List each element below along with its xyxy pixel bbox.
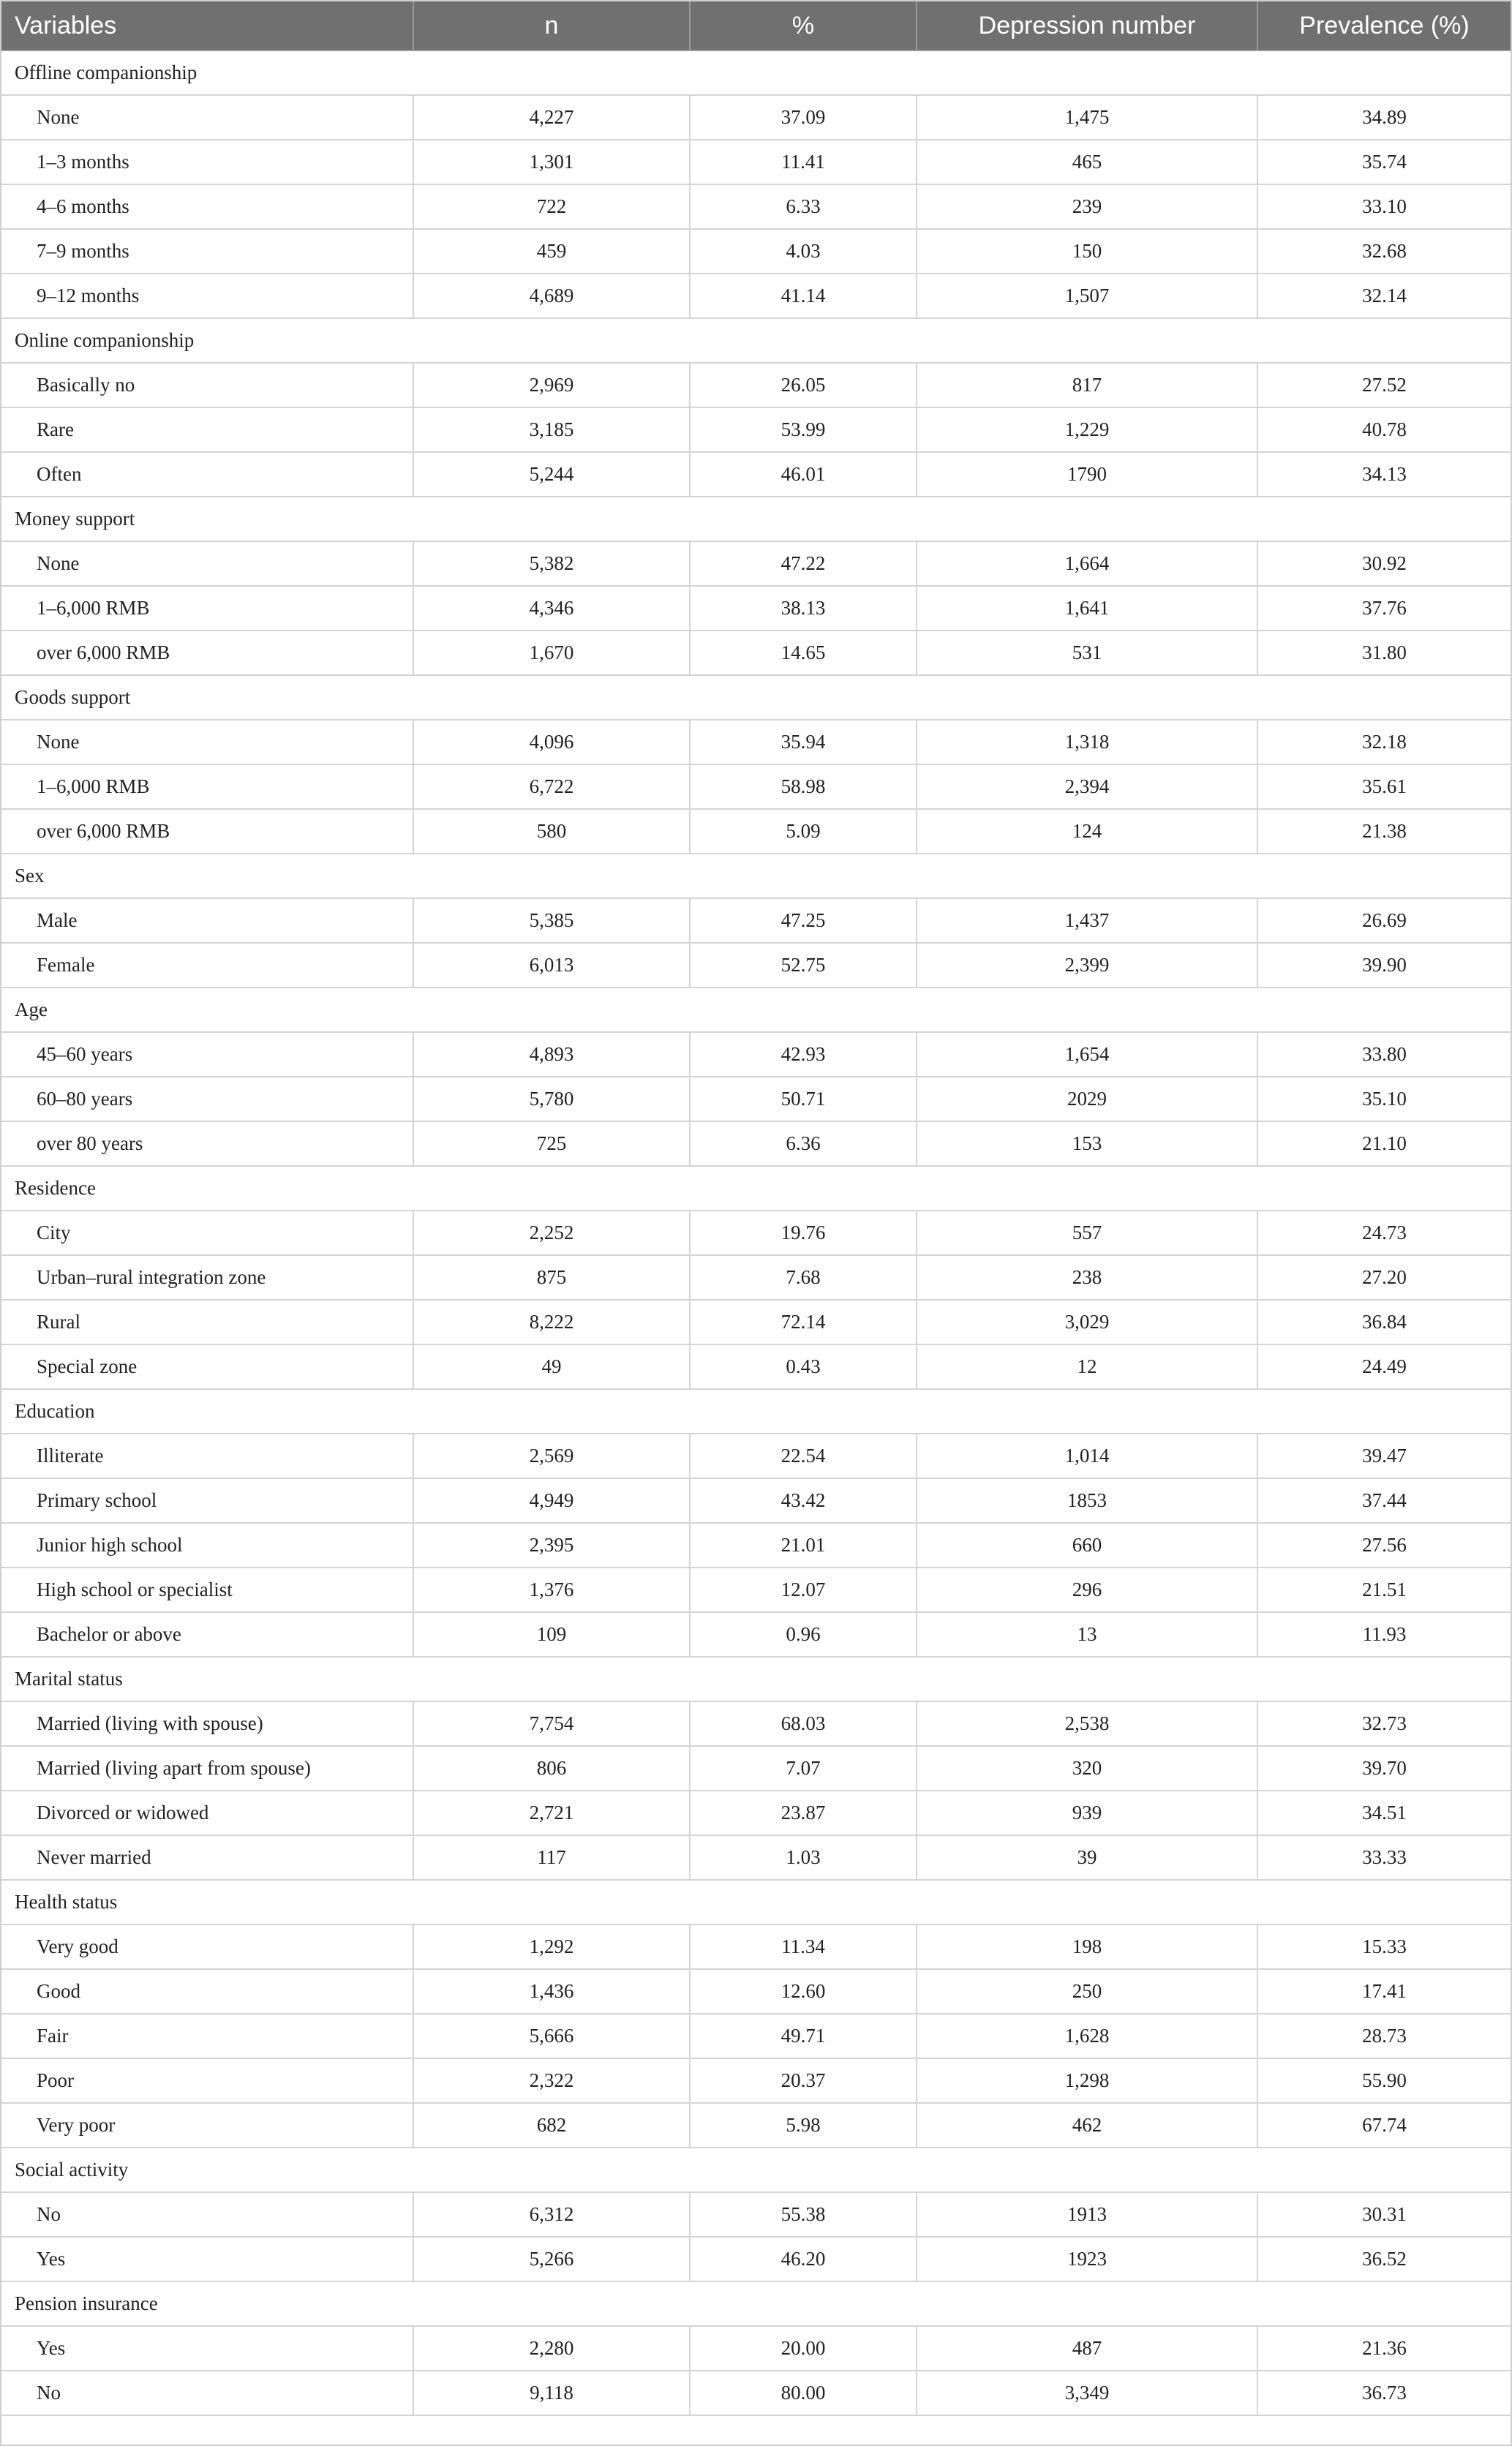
cell-n: 8,222 <box>413 1300 690 1344</box>
cell-n: 1,670 <box>413 631 690 675</box>
cell-prevalence: 17.41 <box>1257 1969 1511 2014</box>
cell-depression-number: 296 <box>917 1568 1257 1612</box>
cell-n: 722 <box>413 184 690 229</box>
cell-n: 4,893 <box>413 1032 690 1077</box>
cell-percent: 41.14 <box>690 274 917 318</box>
table-row <box>1 2103 1511 2148</box>
cell-percent: 6.33 <box>690 184 917 229</box>
cell-variable: Bachelor or above <box>1 1612 413 1657</box>
cell-variable: 45–60 years <box>1 1032 413 1077</box>
table-row <box>1 1568 1511 1612</box>
cell-variable: Divorced or widowed <box>1 1791 413 1835</box>
cell-depression-number: 465 <box>917 140 1257 184</box>
group-title: Sex <box>1 854 1511 898</box>
cell-variable: 7–9 months <box>1 229 413 274</box>
cell-percent: 50.71 <box>690 1077 917 1121</box>
cell-prevalence: 24.49 <box>1257 1344 1511 1389</box>
table-row <box>1 1746 1511 1791</box>
cell-prevalence: 37.44 <box>1257 1478 1511 1523</box>
group-row <box>1 497 1511 541</box>
cell-variable: Rural <box>1 1300 413 1344</box>
cell-depression-number: 1,298 <box>917 2058 1257 2103</box>
group-title: Education <box>1 1389 1511 1434</box>
cell-prevalence: 24.73 <box>1257 1211 1511 1255</box>
table-row <box>1 2058 1511 2103</box>
cell-percent: 43.42 <box>690 1478 917 1523</box>
group-title: Online companionship <box>1 318 1511 363</box>
group-row <box>1 1657 1511 1701</box>
cell-depression-number: 2,538 <box>917 1701 1257 1746</box>
cell-percent: 12.07 <box>690 1568 917 1612</box>
cell-percent: 22.54 <box>690 1434 917 1478</box>
cell-variable: Female <box>1 943 413 987</box>
cell-depression-number: 153 <box>917 1121 1257 1166</box>
cell-prevalence: 11.93 <box>1257 1612 1511 1657</box>
cell-depression-number: 39 <box>917 1835 1257 1880</box>
cell-prevalence: 33.10 <box>1257 184 1511 229</box>
data-table <box>1 1 1511 2416</box>
cell-percent: 47.25 <box>690 898 917 943</box>
cell-n: 3,185 <box>413 407 690 452</box>
cell-n: 2,395 <box>413 1523 690 1568</box>
cell-depression-number: 1,475 <box>917 95 1257 140</box>
cell-depression-number: 2,399 <box>917 943 1257 987</box>
table-row <box>1 1969 1511 2014</box>
cell-variable: None <box>1 95 413 140</box>
cell-percent: 4.03 <box>690 229 917 274</box>
cell-n: 6,722 <box>413 764 690 809</box>
cell-variable: Primary school <box>1 1478 413 1523</box>
cell-variable: City <box>1 1211 413 1255</box>
cell-variable: High school or specialist <box>1 1568 413 1612</box>
group-title: Marital status <box>1 1657 1511 1701</box>
cell-variable: Male <box>1 898 413 943</box>
cell-prevalence: 39.90 <box>1257 943 1511 987</box>
cell-percent: 19.76 <box>690 1211 917 1255</box>
cell-n: 5,382 <box>413 541 690 586</box>
group-row <box>1 1389 1511 1434</box>
cell-percent: 80.00 <box>690 2371 917 2415</box>
cell-percent: 35.94 <box>690 720 917 764</box>
table-row <box>1 943 1511 987</box>
table-row <box>1 1211 1511 1255</box>
table-row <box>1 2014 1511 2058</box>
cell-depression-number: 238 <box>917 1255 1257 1300</box>
cell-prevalence: 21.51 <box>1257 1568 1511 1612</box>
table-row <box>1 407 1511 452</box>
table-row <box>1 1523 1511 1568</box>
cell-variable: Basically no <box>1 363 413 407</box>
table-row <box>1 1032 1511 1077</box>
cell-prevalence: 31.80 <box>1257 631 1511 675</box>
cell-n: 49 <box>413 1344 690 1389</box>
group-row <box>1 318 1511 363</box>
cell-n: 682 <box>413 2103 690 2148</box>
cell-percent: 55.38 <box>690 2192 917 2237</box>
cell-depression-number: 150 <box>917 229 1257 274</box>
table-row <box>1 140 1511 184</box>
table-row <box>1 1612 1511 1657</box>
table-row <box>1 363 1511 407</box>
table-row <box>1 1121 1511 1166</box>
cell-variable: Fair <box>1 2014 413 2058</box>
group-title: Goods support <box>1 675 1511 720</box>
table-row <box>1 1255 1511 1300</box>
cell-prevalence: 35.74 <box>1257 140 1511 184</box>
cell-percent: 0.96 <box>690 1612 917 1657</box>
cell-variable: Married (living apart from spouse) <box>1 1746 413 1791</box>
table-row <box>1 809 1511 854</box>
cell-variable: Very poor <box>1 2103 413 2148</box>
cell-prevalence: 21.36 <box>1257 2326 1511 2371</box>
cell-n: 9,118 <box>413 2371 690 2415</box>
cell-prevalence: 35.61 <box>1257 764 1511 809</box>
cell-prevalence: 36.84 <box>1257 1300 1511 1344</box>
cell-depression-number: 320 <box>917 1746 1257 1791</box>
table-row <box>1 1924 1511 1969</box>
table-row <box>1 274 1511 318</box>
cell-percent: 6.36 <box>690 1121 917 1166</box>
cell-n: 2,322 <box>413 2058 690 2103</box>
cell-percent: 20.00 <box>690 2326 917 2371</box>
table-row <box>1 631 1511 675</box>
cell-depression-number: 2,394 <box>917 764 1257 809</box>
cell-prevalence: 32.68 <box>1257 229 1511 274</box>
cell-percent: 46.20 <box>690 2237 917 2281</box>
cell-variable: 60–80 years <box>1 1077 413 1121</box>
cell-depression-number: 487 <box>917 2326 1257 2371</box>
cell-depression-number: 2029 <box>917 1077 1257 1121</box>
table-row <box>1 541 1511 586</box>
cell-percent: 68.03 <box>690 1701 917 1746</box>
cell-variable: No <box>1 2192 413 2237</box>
cell-prevalence: 35.10 <box>1257 1077 1511 1121</box>
group-row <box>1 50 1511 95</box>
cell-n: 1,292 <box>413 1924 690 1969</box>
cell-n: 2,721 <box>413 1791 690 1835</box>
cell-variable: Yes <box>1 2237 413 2281</box>
group-title: Social activity <box>1 2148 1511 2192</box>
cell-prevalence: 39.70 <box>1257 1746 1511 1791</box>
cell-prevalence: 32.73 <box>1257 1701 1511 1746</box>
cell-prevalence: 27.56 <box>1257 1523 1511 1568</box>
cell-depression-number: 939 <box>917 1791 1257 1835</box>
cell-percent: 11.34 <box>690 1924 917 1969</box>
cell-depression-number: 1,437 <box>917 898 1257 943</box>
group-title: Offline companionship <box>1 50 1511 95</box>
header-depression-number: Depression number <box>917 1 1257 50</box>
cell-percent: 1.03 <box>690 1835 917 1880</box>
cell-variable: None <box>1 720 413 764</box>
table-row <box>1 452 1511 497</box>
cell-depression-number: 3,349 <box>917 2371 1257 2415</box>
group-row <box>1 675 1511 720</box>
group-row <box>1 987 1511 1032</box>
cell-n: 2,569 <box>413 1434 690 1478</box>
cell-prevalence: 40.78 <box>1257 407 1511 452</box>
cell-variable: over 80 years <box>1 1121 413 1166</box>
cell-prevalence: 21.10 <box>1257 1121 1511 1166</box>
cell-depression-number: 250 <box>917 1969 1257 2014</box>
cell-variable: 1–6,000 RMB <box>1 586 413 631</box>
cell-depression-number: 1,628 <box>917 2014 1257 2058</box>
cell-n: 725 <box>413 1121 690 1166</box>
cell-prevalence: 39.47 <box>1257 1434 1511 1478</box>
cell-n: 4,346 <box>413 586 690 631</box>
cell-depression-number: 1,229 <box>917 407 1257 452</box>
cell-percent: 7.07 <box>690 1746 917 1791</box>
cell-n: 875 <box>413 1255 690 1300</box>
cell-prevalence: 30.92 <box>1257 541 1511 586</box>
cell-prevalence: 28.73 <box>1257 2014 1511 2058</box>
cell-n: 5,666 <box>413 2014 690 2058</box>
cell-percent: 46.01 <box>690 452 917 497</box>
cell-prevalence: 37.76 <box>1257 586 1511 631</box>
cell-n: 1,301 <box>413 140 690 184</box>
cell-depression-number: 1913 <box>917 2192 1257 2237</box>
cell-depression-number: 817 <box>917 363 1257 407</box>
cell-depression-number: 13 <box>917 1612 1257 1657</box>
cell-depression-number: 12 <box>917 1344 1257 1389</box>
cell-n: 459 <box>413 229 690 274</box>
cell-variable: Often <box>1 452 413 497</box>
cell-variable: Never married <box>1 1835 413 1880</box>
table-row <box>1 898 1511 943</box>
table-row <box>1 1077 1511 1121</box>
table-row <box>1 95 1511 140</box>
cell-depression-number: 531 <box>917 631 1257 675</box>
cell-n: 5,385 <box>413 898 690 943</box>
cell-prevalence: 34.51 <box>1257 1791 1511 1835</box>
cell-n: 6,013 <box>413 943 690 987</box>
group-title: Pension insurance <box>1 2281 1511 2326</box>
cell-percent: 5.09 <box>690 809 917 854</box>
cell-percent: 5.98 <box>690 2103 917 2148</box>
cell-n: 4,096 <box>413 720 690 764</box>
table-header <box>1 1 1511 50</box>
cell-percent: 21.01 <box>690 1523 917 1568</box>
cell-n: 5,780 <box>413 1077 690 1121</box>
cell-variable: Married (living with spouse) <box>1 1701 413 1746</box>
cell-n: 6,312 <box>413 2192 690 2237</box>
cell-n: 4,949 <box>413 1478 690 1523</box>
cell-variable: 4–6 months <box>1 184 413 229</box>
cell-percent: 49.71 <box>690 2014 917 2058</box>
cell-variable: 1–6,000 RMB <box>1 764 413 809</box>
cell-depression-number: 1,507 <box>917 274 1257 318</box>
cell-depression-number: 239 <box>917 184 1257 229</box>
group-row <box>1 2281 1511 2326</box>
group-title: Residence <box>1 1166 1511 1211</box>
table-row <box>1 1344 1511 1389</box>
cell-n: 109 <box>413 1612 690 1657</box>
cell-variable: Special zone <box>1 1344 413 1389</box>
cell-percent: 38.13 <box>690 586 917 631</box>
cell-percent: 58.98 <box>690 764 917 809</box>
cell-variable: 1–3 months <box>1 140 413 184</box>
cell-prevalence: 30.31 <box>1257 2192 1511 2237</box>
cell-n: 4,227 <box>413 95 690 140</box>
cell-n: 2,252 <box>413 1211 690 1255</box>
table-row <box>1 184 1511 229</box>
cell-prevalence: 32.18 <box>1257 720 1511 764</box>
header-n: n <box>413 1 690 50</box>
header-percent: % <box>690 1 917 50</box>
cell-percent: 37.09 <box>690 95 917 140</box>
cell-prevalence: 15.33 <box>1257 1924 1511 1969</box>
cell-depression-number: 1790 <box>917 452 1257 497</box>
table-row <box>1 2326 1511 2371</box>
group-row <box>1 1166 1511 1211</box>
cell-variable: Poor <box>1 2058 413 2103</box>
cell-variable: Junior high school <box>1 1523 413 1568</box>
group-title: Money support <box>1 497 1511 541</box>
table-row <box>1 2237 1511 2281</box>
cell-n: 1,436 <box>413 1969 690 2014</box>
cell-prevalence: 36.52 <box>1257 2237 1511 2281</box>
cell-variable: No <box>1 2371 413 2415</box>
table-row <box>1 720 1511 764</box>
cell-prevalence: 27.52 <box>1257 363 1511 407</box>
cell-percent: 20.37 <box>690 2058 917 2103</box>
cell-depression-number: 557 <box>917 1211 1257 1255</box>
table-row <box>1 2192 1511 2237</box>
group-row <box>1 1880 1511 1924</box>
cell-variable: 9–12 months <box>1 274 413 318</box>
cell-percent: 23.87 <box>690 1791 917 1835</box>
table-body <box>1 50 1511 2415</box>
cell-variable: Good <box>1 1969 413 2014</box>
header-prevalence: Prevalence (%) <box>1257 1 1511 50</box>
table-row <box>1 229 1511 274</box>
table-row <box>1 1791 1511 1835</box>
cell-depression-number: 1,014 <box>917 1434 1257 1478</box>
cell-percent: 53.99 <box>690 407 917 452</box>
cell-prevalence: 67.74 <box>1257 2103 1511 2148</box>
cell-depression-number: 1,654 <box>917 1032 1257 1077</box>
table-row <box>1 1701 1511 1746</box>
cell-n: 5,244 <box>413 452 690 497</box>
cell-n: 117 <box>413 1835 690 1880</box>
cell-prevalence: 55.90 <box>1257 2058 1511 2103</box>
cell-variable: Very good <box>1 1924 413 1969</box>
cell-depression-number: 1923 <box>917 2237 1257 2281</box>
cell-depression-number: 124 <box>917 809 1257 854</box>
cell-variable: Rare <box>1 407 413 452</box>
cell-variable: Urban–rural integration zone <box>1 1255 413 1300</box>
cell-variable: over 6,000 RMB <box>1 631 413 675</box>
table-row <box>1 1478 1511 1523</box>
cell-n: 7,754 <box>413 1701 690 1746</box>
cell-variable: Yes <box>1 2326 413 2371</box>
cell-percent: 11.41 <box>690 140 917 184</box>
cell-percent: 7.68 <box>690 1255 917 1300</box>
table-row <box>1 2371 1511 2415</box>
cell-depression-number: 1,641 <box>917 586 1257 631</box>
cell-depression-number: 3,029 <box>917 1300 1257 1344</box>
cell-variable: Illiterate <box>1 1434 413 1478</box>
cell-n: 4,689 <box>413 274 690 318</box>
group-row <box>1 2148 1511 2192</box>
group-title: Health status <box>1 1880 1511 1924</box>
cell-prevalence: 27.20 <box>1257 1255 1511 1300</box>
cell-n: 2,969 <box>413 363 690 407</box>
cell-depression-number: 1853 <box>917 1478 1257 1523</box>
cell-prevalence: 26.69 <box>1257 898 1511 943</box>
cell-n: 2,280 <box>413 2326 690 2371</box>
cell-prevalence: 36.73 <box>1257 2371 1511 2415</box>
cell-percent: 52.75 <box>690 943 917 987</box>
cell-depression-number: 660 <box>917 1523 1257 1568</box>
header-variables: Variables <box>1 1 413 50</box>
header-row <box>1 1 1511 50</box>
cell-n: 1,376 <box>413 1568 690 1612</box>
table-row <box>1 1300 1511 1344</box>
cell-percent: 0.43 <box>690 1344 917 1389</box>
group-row <box>1 854 1511 898</box>
table-row <box>1 1434 1511 1478</box>
data-table-container <box>1 1 1511 2416</box>
cell-percent: 14.65 <box>690 631 917 675</box>
cell-percent: 12.60 <box>690 1969 917 2014</box>
cell-prevalence: 33.33 <box>1257 1835 1511 1880</box>
cell-depression-number: 1,664 <box>917 541 1257 586</box>
group-title: Age <box>1 987 1511 1032</box>
cell-prevalence: 21.38 <box>1257 809 1511 854</box>
cell-prevalence: 34.13 <box>1257 452 1511 497</box>
cell-percent: 47.22 <box>690 541 917 586</box>
cell-variable: None <box>1 541 413 586</box>
cell-prevalence: 34.89 <box>1257 95 1511 140</box>
cell-depression-number: 1,318 <box>917 720 1257 764</box>
cell-depression-number: 198 <box>917 1924 1257 1969</box>
cell-n: 580 <box>413 809 690 854</box>
table-row <box>1 586 1511 631</box>
cell-n: 806 <box>413 1746 690 1791</box>
cell-prevalence: 32.14 <box>1257 274 1511 318</box>
cell-n: 5,266 <box>413 2237 690 2281</box>
cell-percent: 42.93 <box>690 1032 917 1077</box>
cell-percent: 72.14 <box>690 1300 917 1344</box>
table-row <box>1 764 1511 809</box>
cell-depression-number: 462 <box>917 2103 1257 2148</box>
table-row <box>1 1835 1511 1880</box>
cell-prevalence: 33.80 <box>1257 1032 1511 1077</box>
cell-percent: 26.05 <box>690 363 917 407</box>
cell-variable: over 6,000 RMB <box>1 809 413 854</box>
